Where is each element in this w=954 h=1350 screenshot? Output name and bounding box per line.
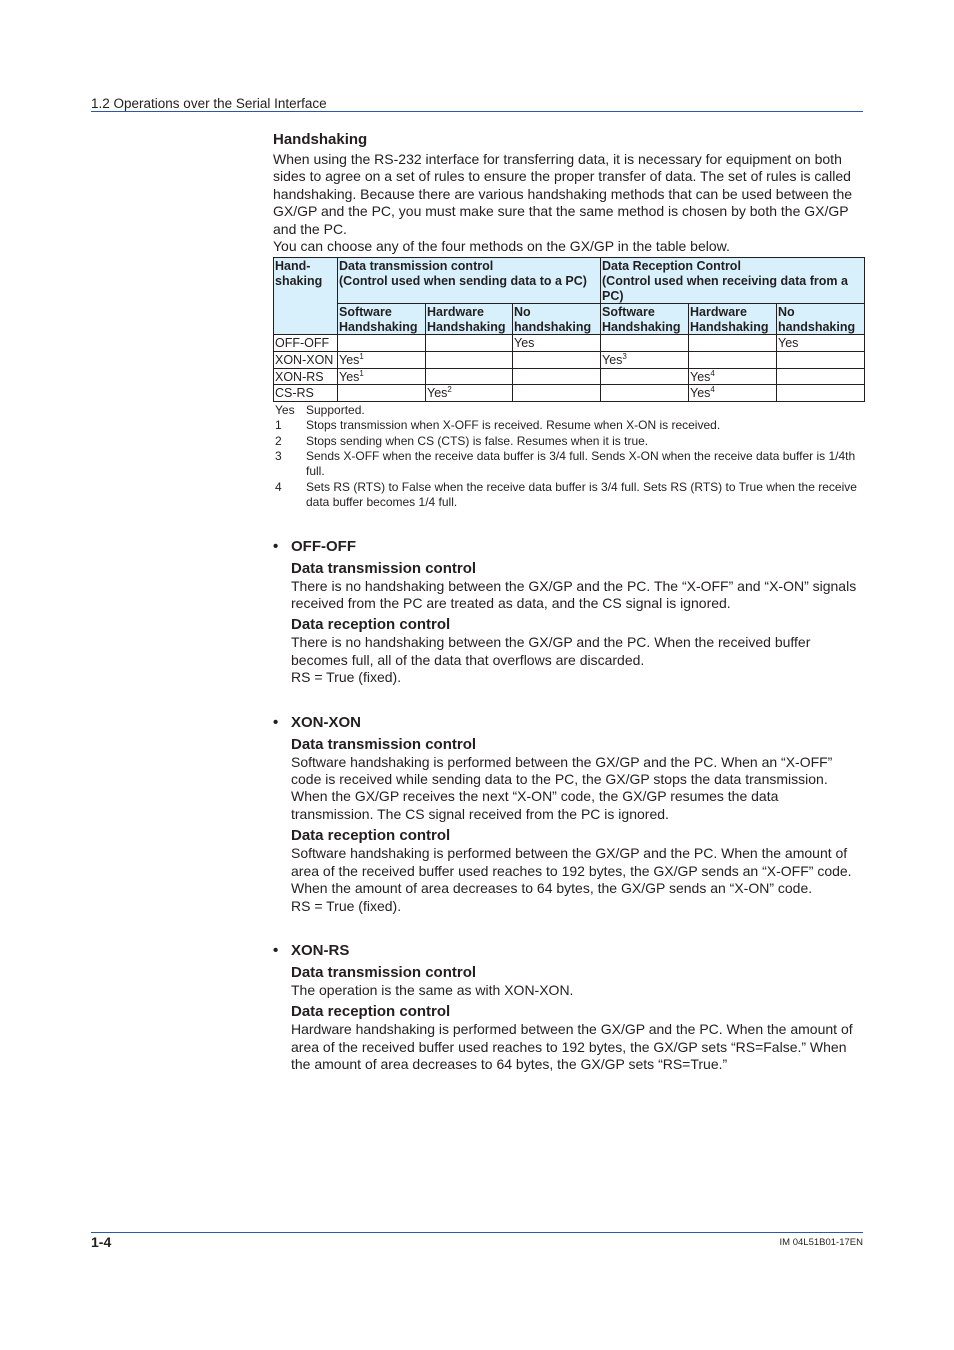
cell-value: Yes [514, 336, 535, 351]
table-corner-header: Hand- shaking [274, 258, 338, 335]
method-section [273, 941, 863, 1074]
footnote-ref: 4 [710, 368, 715, 378]
reception-note: RS = True (fixed). [291, 897, 402, 914]
table-row [274, 352, 865, 369]
main-content [273, 130, 863, 1074]
page-number: 1-4 [91, 1234, 112, 1250]
table-cell [338, 385, 426, 402]
table-cell [601, 352, 689, 369]
table-cell [601, 335, 689, 352]
table-cell [689, 335, 777, 352]
method-section [273, 713, 863, 915]
row-label: OFF-OFF [274, 335, 338, 352]
column-header: Software Handshaking [338, 304, 426, 335]
footnote-ref: 3 [622, 352, 627, 361]
group-subtitle: (Control used when receiving data from a PC) [602, 274, 848, 303]
document-id: IM 04L51B01-17EN [779, 1237, 863, 1248]
transmission-text: The operation is the same as with XON-XON. [291, 981, 574, 998]
footnote-ref: 1 [359, 368, 364, 378]
table-row [274, 385, 865, 402]
group-title: Data Reception Control [602, 259, 741, 274]
column-header: No handshaking [777, 304, 865, 335]
note-text: Sets RS (RTS) to False when the receive data buffer is 3/4 full. Sets RS (RTS) to True when the receive data buffer becomes 1/4 full. [306, 479, 857, 510]
table-body [274, 335, 865, 401]
table-notes [273, 403, 863, 511]
group-header-transmission [338, 258, 601, 304]
note-item [273, 418, 863, 433]
transmission-heading: Data transmission control [291, 559, 477, 577]
footnote-ref: 4 [710, 385, 715, 395]
reception-heading: Data reception control [291, 616, 451, 634]
transmission-text: Software handshaking is performed between the GX/GP and the PC. When an “X-OFF” code is received while sending data to the PC, the GX/GP stops the data transmission. When the GX/GP receives the next “X-ON” code, the GX/GP resumes the data transmission. The CS signal received from the PC is ignored. [291, 753, 833, 822]
column-header: Hardware Handshaking [426, 304, 513, 335]
method-section [273, 537, 863, 687]
note-key: 3 [275, 449, 282, 463]
note-item [273, 403, 863, 418]
note-key: 4 [275, 479, 282, 494]
group-title: Data transmission control [339, 259, 494, 274]
intro-paragraph-2: You can choose any of the four methods on the GX/GP in the table below. [273, 238, 730, 255]
cell-value: Yes [778, 336, 799, 351]
table-cell [689, 368, 777, 385]
table-cell [426, 335, 513, 352]
table-cell [513, 368, 601, 385]
row-label: XON-RS [274, 368, 338, 385]
table-cell [513, 385, 601, 402]
note-key: Yes [275, 402, 295, 417]
table-cell [777, 352, 865, 369]
note-text: Sends X-OFF when the receive data buffer is 3/4 full. Sends X-ON when the receive data buffer is 1/4th full. [306, 449, 856, 479]
method-title-text: XON-XON [291, 713, 362, 731]
reception-text: Hardware handshaking is performed between the GX/GP and the PC. When the amount of area of the received buffer used reaches to 192 bytes, the GX/GP sets “RS=False.” When the amount of area decreases to 64 bytes, the GX/GP sets “RS=True.” [291, 1021, 853, 1073]
cell-value: Yes [602, 353, 623, 367]
table-cell [601, 385, 689, 402]
group-subtitle: (Control used when sending data to a PC) [339, 274, 587, 289]
transmission-text: There is no handshaking between the GX/GP and the PC. The “X-OFF” and “X-ON” signals received from the PC are treated as data, and the CS signal is ignored. [291, 577, 857, 612]
cell-value: Yes [339, 369, 360, 384]
method-body [273, 963, 863, 1074]
footnote-ref: 2 [447, 385, 452, 395]
running-header: 1.2 Operations over the Serial Interface [91, 96, 327, 111]
column-header: No handshaking [513, 304, 601, 335]
cell-value: Yes [690, 369, 711, 384]
reception-text: There is no handshaking between the GX/GP and the PC. When the received buffer becomes full, all of the data that overflows are discarded. [291, 634, 811, 668]
method-title [273, 713, 863, 732]
row-label: XON-XON [274, 352, 338, 369]
table-cell [777, 385, 865, 402]
table-cell [689, 352, 777, 369]
table-cell [513, 352, 601, 369]
footer-rule [91, 1232, 863, 1233]
reception-heading: Data reception control [291, 1003, 451, 1021]
note-text: Stops sending when CS (CTS) is false. Resumes when it is true. [306, 433, 649, 448]
method-body [273, 559, 863, 687]
reception-note: RS = True (fixed). [291, 669, 402, 686]
note-key: 2 [275, 433, 282, 448]
table-cell [777, 335, 865, 352]
table-cell [426, 368, 513, 385]
table-cell [601, 368, 689, 385]
method-title-text: OFF-OFF [291, 537, 356, 555]
bullet-icon: • [273, 713, 279, 731]
cell-value: Yes [427, 386, 448, 401]
table-cell [338, 368, 426, 385]
transmission-heading: Data transmission control [291, 735, 477, 753]
table-row [274, 335, 865, 352]
table-cell [338, 352, 426, 369]
table-cell [426, 385, 513, 402]
header-rule [91, 111, 863, 112]
row-label: CS-RS [274, 385, 338, 402]
note-text: Stops transmission when X-OFF is received. Resume when X-ON is received. [306, 418, 721, 433]
table-cell [777, 368, 865, 385]
method-body [273, 735, 863, 915]
table-cell [426, 352, 513, 369]
note-item [273, 449, 863, 480]
column-header: Software Handshaking [601, 304, 689, 335]
method-title [273, 537, 863, 556]
table-cell [338, 335, 426, 352]
group-header-reception [601, 258, 865, 304]
table-cell [513, 335, 601, 352]
method-title [273, 941, 863, 960]
section-title: Handshaking [273, 131, 368, 148]
reception-text: Software handshaking is performed between the GX/GP and the PC. When the amount of area of the received buffer used reaches to 192 bytes, the GX/GP sends an “X-OFF” code. When the amount of area decreases to 64 bytes, the GX/GP sends an “X-ON” code. [291, 845, 852, 897]
reception-heading: Data reception control [291, 827, 451, 845]
table-row [274, 368, 865, 385]
method-descriptions [273, 537, 863, 1074]
handshaking-table [273, 257, 865, 401]
column-header: Hardware Handshaking [689, 304, 777, 335]
intro-paragraph: When using the RS-232 interface for transferring data, it is necessary for equipment on both sides to agree on a set of rules to ensure the proper transfer of data. The set of rules is called handshaking. Because there are various handshaking methods that can be used between the GX/GP and the PC, you must make sure that the same method is chosen by both the GX/GP and the PC. [273, 151, 853, 237]
note-text: Supported. [306, 402, 365, 417]
cell-value: Yes [690, 386, 711, 401]
footnote-ref: 1 [359, 352, 364, 361]
table-cell [689, 385, 777, 402]
bullet-icon: • [273, 537, 279, 555]
bullet-icon: • [273, 941, 279, 959]
note-item [273, 434, 863, 449]
cell-value: Yes [339, 353, 360, 367]
method-title-text: XON-RS [291, 941, 350, 959]
transmission-heading: Data transmission control [291, 963, 477, 981]
note-key: 1 [275, 418, 282, 433]
note-item [273, 480, 863, 511]
